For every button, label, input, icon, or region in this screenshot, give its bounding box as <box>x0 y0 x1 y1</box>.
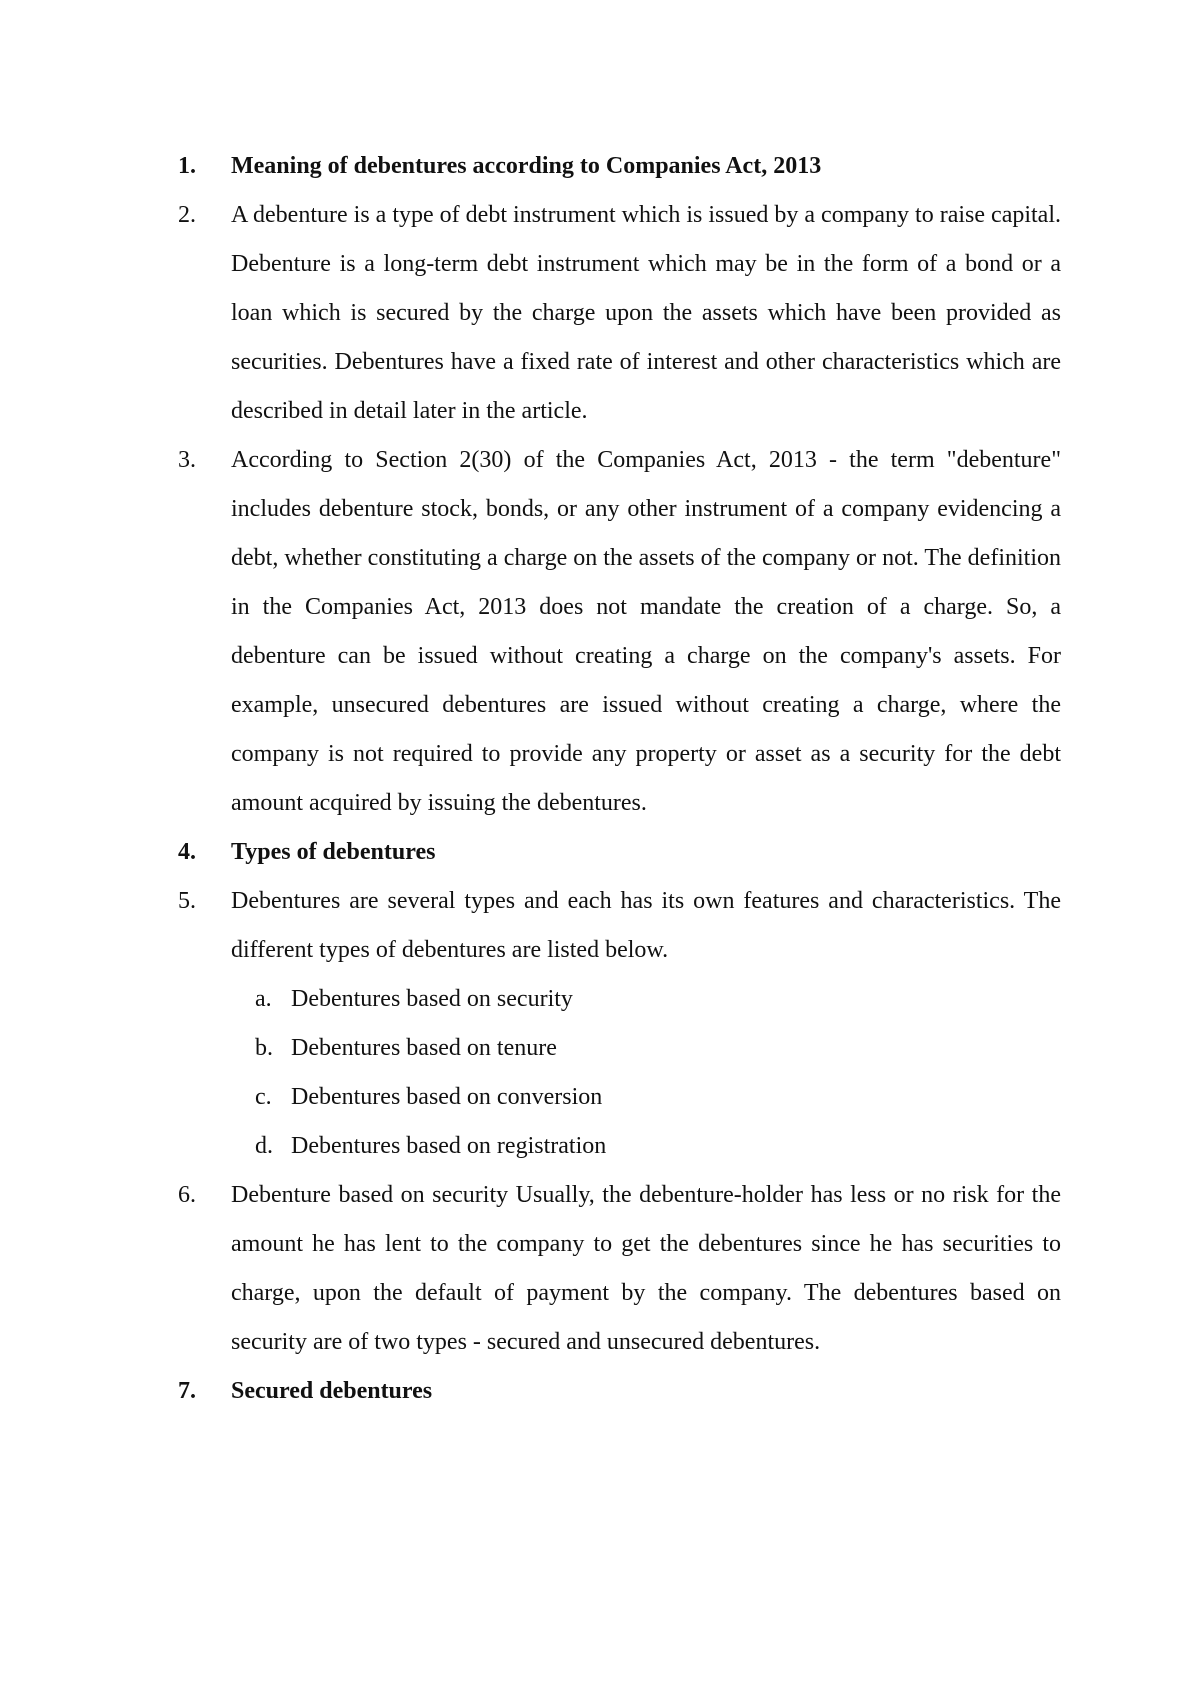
list-number: 3. <box>178 447 196 473</box>
list-number: 2. <box>178 202 196 228</box>
heading-secured-debentures: Secured debentures <box>231 1378 433 1404</box>
list-item <box>0 436 1200 828</box>
sublist-letter: c. <box>255 1084 272 1110</box>
types-sublist <box>0 975 1200 1171</box>
sublist-text: Debentures based on tenure <box>291 1035 557 1061</box>
list-item <box>0 142 1200 191</box>
list-item <box>0 191 1200 436</box>
sublist-text: Debentures based on conversion <box>291 1084 603 1110</box>
list-number: 5. <box>178 888 196 914</box>
list-item <box>0 828 1200 877</box>
list-number: 6. <box>178 1182 196 1208</box>
sublist-text: Debentures based on security <box>291 986 573 1012</box>
heading-types-of-debentures: Types of debentures <box>231 839 436 865</box>
sublist-item <box>0 1024 1200 1073</box>
list-number: 4. <box>178 839 196 865</box>
list-item <box>0 1171 1200 1367</box>
list-item <box>0 1367 1200 1416</box>
sublist-item <box>0 975 1200 1024</box>
list-item <box>0 877 1200 1171</box>
sublist-letter: b. <box>255 1035 273 1061</box>
paragraph-debenture-based-on-security: Debenture based on security Usually, the debenture-holder has less or no risk for the amount he has lent to the company to get the debentures since he has securities to charge, upon the default of payment by the company. The debentures based on security are of two types - secured and unsecured debentures. <box>231 1182 1061 1355</box>
sublist-letter: a. <box>255 986 272 1012</box>
sublist-item <box>0 1073 1200 1122</box>
paragraph-section-2-30: According to Section 2(30) of the Companies Act, 2013 - the term "debenture" includes debenture stock, bonds, or any other instrument of a company evidencing a debt, whether constituting a charge on the assets of the company or not. The definition in the Companies Act, 2013 does not mandate the creation of a charge. So, a debenture can be issued without creating a charge on the company's assets. For example, unsecured debentures are issued without creating a charge, where the company is not required to provide any property or asset as a security for the debt amount acquired by issuing the debentures. <box>231 447 1061 816</box>
paragraph-types-intro: Debentures are several types and each has its own features and characteristics. The different types of debentures are listed below. <box>231 888 1061 963</box>
list-number: 7. <box>178 1378 196 1404</box>
sublist-text: Debentures based on registration <box>291 1133 607 1159</box>
sublist-letter: d. <box>255 1133 273 1159</box>
numbered-list <box>0 142 1200 1416</box>
paragraph-debenture-definition: A debenture is a type of debt instrument which is issued by a company to raise capital. Debenture is a long-term debt instrument which may be in the form of a bond or a loan which is secured by the charge upon the assets which have been provided as securities. Debentures have a fixed rate of interest and other characteristics which are described in detail later in the article. <box>231 202 1061 424</box>
sublist-item <box>0 1122 1200 1171</box>
list-number: 1. <box>178 153 196 179</box>
heading-meaning-of-debentures: Meaning of debentures according to Companies Act, 2013 <box>231 153 822 179</box>
